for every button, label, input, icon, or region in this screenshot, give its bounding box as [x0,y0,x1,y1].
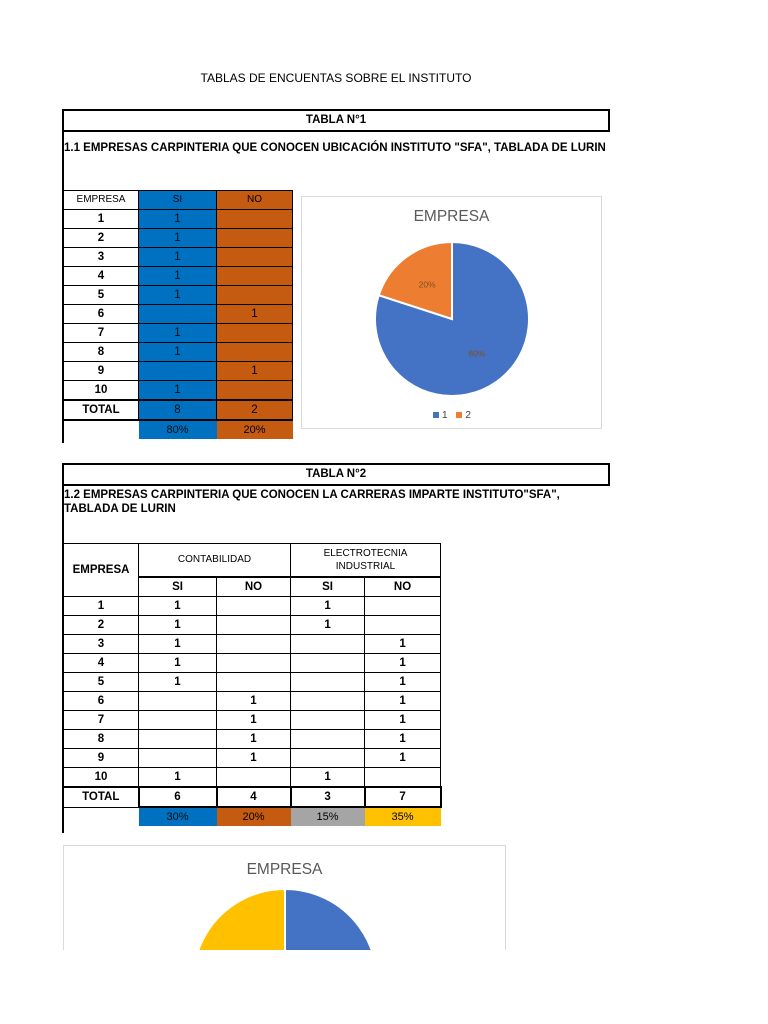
table-row [64,597,441,616]
tabla-2-subtitle: 1.2 EMPRESAS CARPINTERIA QUE CONOCEN LA CARRERAS IMPARTE INSTITUTO"SFA", TABLADA DE LURIN [64,489,560,515]
cell-no [217,210,293,229]
cell-c-no: 1 [217,730,291,749]
cell-c-no: 1 [217,692,291,711]
cell-no [217,267,293,286]
table-row [64,343,293,362]
cell-e-si: 1 [291,768,365,788]
pie-chart-2-svg [64,846,505,956]
cell-e-si [291,673,365,692]
cell-empresa: 6 [64,692,139,711]
cell-c-si [139,730,217,749]
cell-total-2: 3 [291,787,365,807]
cell-empresa: 10 [64,768,139,788]
cell-empresa: 7 [64,324,139,343]
col-header-si: SI [139,191,217,210]
cell-empresa: 1 [64,597,139,616]
pie-slice-label-2: 20% [418,279,436,290]
legend-swatch-1 [433,412,439,418]
document-title: TABLAS DE ENCUENTAS SOBRE EL INSTITUTO [200,71,472,85]
table-row [64,616,441,635]
cell-e-si [291,635,365,654]
cell-empresa: 1 [64,210,139,229]
cell-c-no [217,616,291,635]
table-row [64,305,293,324]
cell-no: 1 [217,362,293,381]
table-header-row [64,191,293,210]
table-row [64,210,293,229]
legend-swatch-2 [456,412,462,418]
cell-empresa: 8 [64,343,139,362]
cell-no [217,286,293,305]
pie-slice-1 [285,889,377,956]
cell-empresa: 3 [64,635,139,654]
cell-total-0: 6 [139,787,217,807]
cell-empresa: 5 [64,286,139,305]
subheader-contabilidad-no: NO [217,577,291,597]
cell-total-label: TOTAL [64,787,139,807]
group-header-electrotecnia [291,544,441,578]
pie-slice-label-1: 80% [468,348,486,359]
cell-si: 1 [139,248,217,267]
table-header-row [64,544,441,578]
cell-si [139,305,217,324]
cell-pct-0: 30% [139,807,217,826]
cell-e-no: 1 [365,692,441,711]
cell-no [217,381,293,401]
cell-c-si [139,711,217,730]
cell-total-label: TOTAL [64,400,139,420]
cell-pct-si: 80% [139,420,217,439]
cell-si: 1 [139,343,217,362]
group-header-electrotecnia-line2: INDUSTRIAL [335,561,396,572]
cell-total-si: 8 [139,400,217,420]
cell-e-si: 1 [291,597,365,616]
cell-no [217,324,293,343]
cell-c-no: 1 [217,749,291,768]
cell-e-si [291,654,365,673]
cell-e-si: 1 [291,616,365,635]
cell-c-si [139,692,217,711]
tabla-2-header: TABLA N°2 [62,463,610,486]
subheader-electrotecnia-no: NO [365,577,441,597]
cell-total-no: 2 [217,400,293,420]
cell-c-si: 1 [139,768,217,788]
cell-c-si: 1 [139,616,217,635]
cell-c-si: 1 [139,654,217,673]
cell-c-no [217,597,291,616]
page-bottom-blank [0,950,768,1024]
cell-total-3: 7 [365,787,441,807]
subheader-contabilidad-si: SI [139,577,217,597]
legend-label-1: 1 [442,410,448,421]
cell-empty [64,807,139,826]
cell-pct-3: 35% [365,807,441,826]
cell-e-no: 1 [365,749,441,768]
percent-row [64,420,293,439]
cell-empresa: 10 [64,381,139,401]
chart-1-title: EMPRESA [413,208,490,225]
cell-si: 1 [139,381,217,401]
cell-empresa: 4 [64,267,139,286]
cell-e-si [291,711,365,730]
cell-c-si: 1 [139,673,217,692]
table-row [64,381,293,401]
cell-c-si: 1 [139,635,217,654]
group-header-electrotecnia-line1: ELECTROTECNIA [323,548,408,559]
cell-c-no: 1 [217,711,291,730]
tabla-1 [63,190,293,439]
chart-1-legend [427,410,471,421]
cell-e-no: 1 [365,711,441,730]
cell-empresa: 8 [64,730,139,749]
cell-total-1: 4 [217,787,291,807]
cell-empresa: 5 [64,673,139,692]
cell-empresa: 6 [64,305,139,324]
table-row [64,362,293,381]
cell-e-si [291,692,365,711]
cell-pct-1: 20% [217,807,291,826]
pie-chart-1-svg [302,197,601,428]
cell-e-no [365,616,441,635]
cell-empresa: 3 [64,248,139,267]
cell-si: 1 [139,324,217,343]
table-row [64,730,441,749]
cell-e-no [365,768,441,788]
cell-no: 1 [217,305,293,324]
cell-c-no [217,635,291,654]
table-row [64,749,441,768]
cell-si: 1 [139,229,217,248]
legend-label-2: 2 [465,410,471,421]
cell-c-si: 1 [139,597,217,616]
cell-c-si [139,749,217,768]
cell-si [139,362,217,381]
table-row [64,711,441,730]
cell-empresa: 2 [64,229,139,248]
tabla-1-subtitle: 1.1 EMPRESAS CARPINTERIA QUE CONOCEN UBICACIÓN INSTITUTO "SFA", TABLADA DE LURIN [64,142,606,154]
tabla-1-header: TABLA N°1 [62,109,610,132]
table-row [64,286,293,305]
pie-slice-4 [193,889,285,956]
cell-e-no: 1 [365,635,441,654]
cell-c-no [217,654,291,673]
cell-empresa: 2 [64,616,139,635]
subheader-electrotecnia-si: SI [291,577,365,597]
table-row [64,229,293,248]
cell-pct-2: 15% [291,807,365,826]
cell-si: 1 [139,267,217,286]
col-header-empresa: EMPRESA [64,191,139,210]
cell-empresa: 4 [64,654,139,673]
cell-c-no [217,768,291,788]
cell-c-no [217,673,291,692]
cell-e-si [291,730,365,749]
tabla-2 [63,543,442,826]
col-header-empresa: EMPRESA [64,544,139,597]
cell-e-no: 1 [365,654,441,673]
chart-2-title: EMPRESA [246,861,323,878]
table-row [64,692,441,711]
pie-chart-2 [63,845,506,956]
percent-row [64,807,441,826]
pie-chart-1 [301,196,602,429]
total-row [64,787,441,807]
cell-e-no: 1 [365,673,441,692]
table-row [64,673,441,692]
cell-si: 1 [139,286,217,305]
table-row [64,248,293,267]
table-row [64,654,441,673]
cell-e-si [291,749,365,768]
cell-e-no [365,597,441,616]
group-header-contabilidad: CONTABILIDAD [139,544,291,578]
cell-no [217,229,293,248]
cell-e-no: 1 [365,730,441,749]
cell-empresa: 9 [64,362,139,381]
cell-empresa: 7 [64,711,139,730]
table-row [64,635,441,654]
total-row [64,400,293,420]
col-header-no: NO [217,191,293,210]
table-row [64,324,293,343]
cell-si: 1 [139,210,217,229]
table-row [64,267,293,286]
cell-empresa: 9 [64,749,139,768]
cell-no [217,248,293,267]
cell-empty [64,420,139,439]
cell-pct-no: 20% [217,420,293,439]
cell-no [217,343,293,362]
table-row [64,768,441,788]
